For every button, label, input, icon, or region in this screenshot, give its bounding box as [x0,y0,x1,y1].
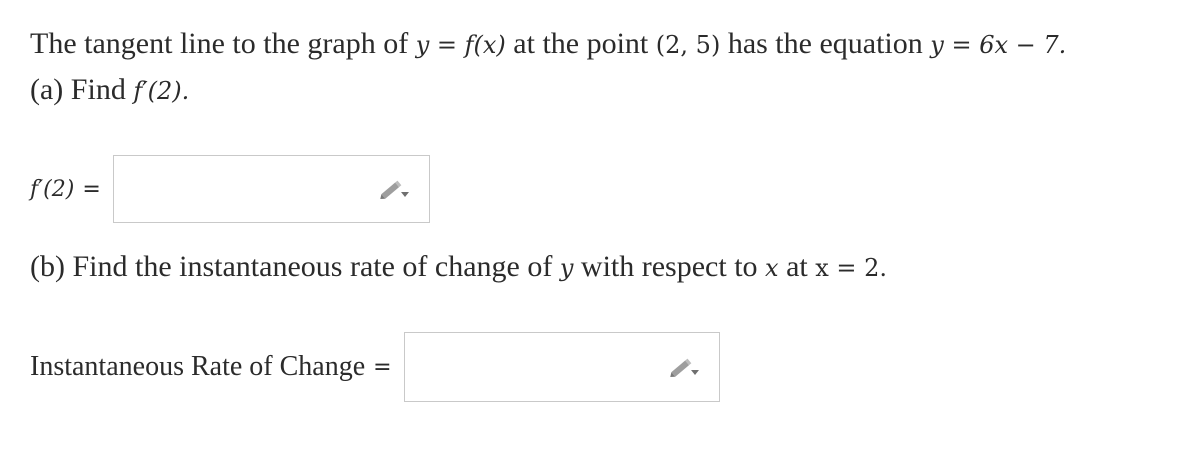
part-b-math-3: x = 2. [815,254,888,282]
pencil-icon[interactable] [377,178,411,200]
part-a-text: (a) Find [30,73,126,106]
part-b-math-1: y [559,254,574,282]
intro-text-1: The tangent line to the graph of [30,27,409,60]
problem-statement [30,26,1066,63]
pencil-icon[interactable] [667,356,701,378]
answer-row-b [30,332,720,402]
part-b-text-1: (b) Find the instantaneous rate of change of [30,250,553,283]
part-b-prompt [30,249,887,286]
answer-b-equals: = [373,354,392,380]
intro-math-3: y = 6x − 7. [930,31,1067,59]
answer-a-input[interactable] [113,155,430,223]
part-a-prompt [30,72,189,109]
part-b-text-3: at [786,250,808,283]
answer-a-label: f′(2) [30,176,75,202]
intro-math-2: (2, 5) [655,31,721,59]
part-b-text-2: with respect to [580,250,758,283]
intro-text-2: at the point [513,27,649,60]
answer-row-a [30,155,430,223]
intro-math-1: y = f(x) [415,31,506,59]
answer-b-input[interactable] [404,332,720,402]
part-a-math: f′(2). [133,77,190,105]
answer-b-label: Instantaneous Rate of Change [30,351,366,382]
part-b-math-2: x [765,254,779,282]
intro-text-3: has the equation [727,27,923,60]
answer-a-equals: = [82,176,101,202]
